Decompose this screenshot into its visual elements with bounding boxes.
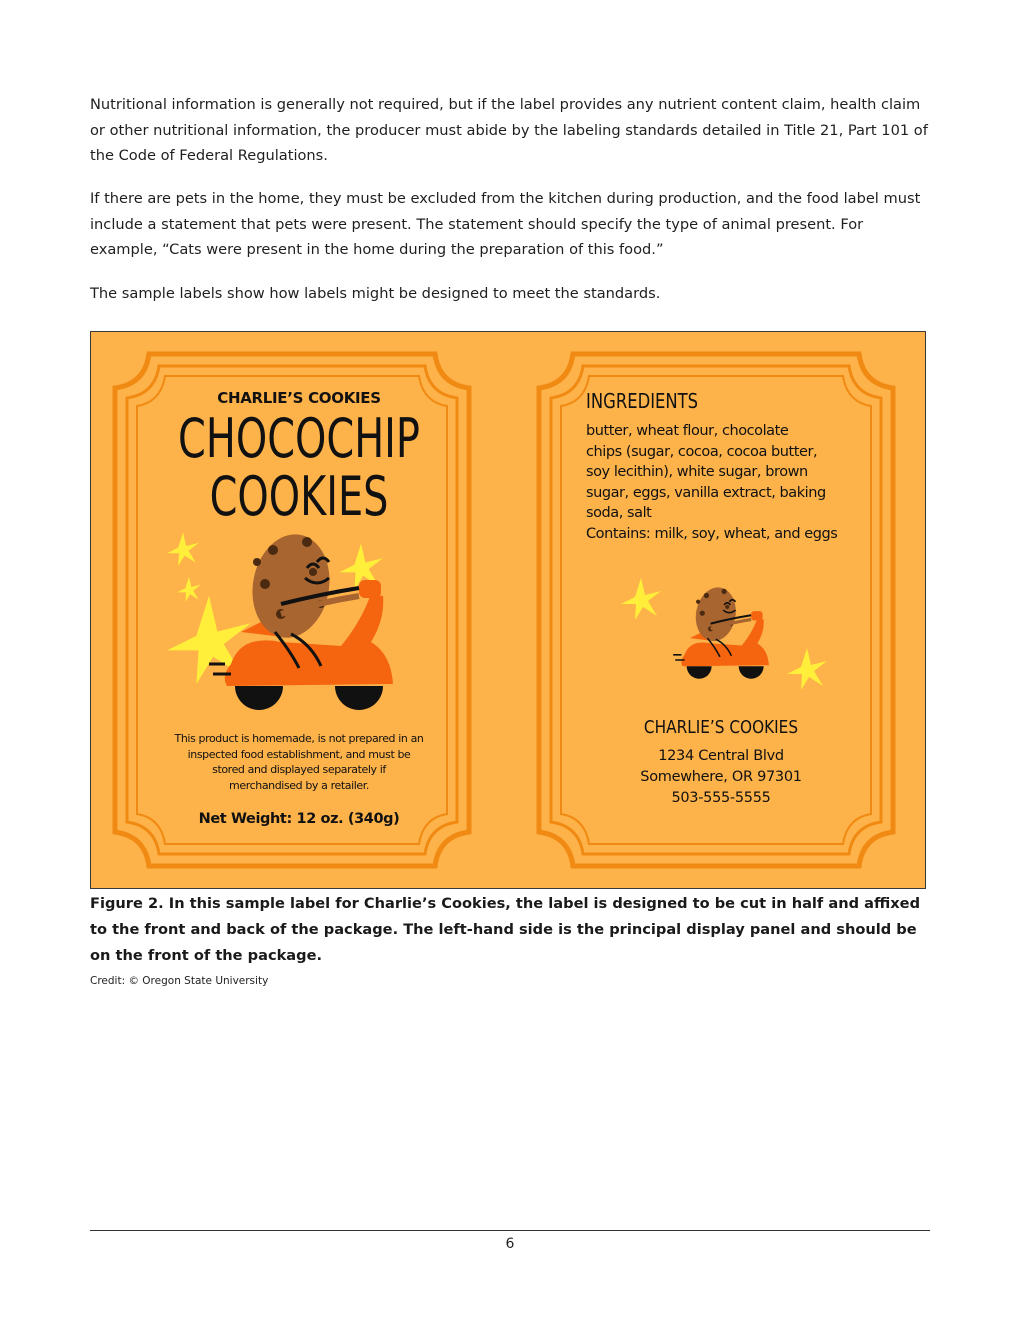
paragraph-pets: If there are pets in the home, they must be excluded from the kitchen during production, and the food label must include a statement that pets were present. The statement should specify the type of animal present. For example, “Cats were present in the home during the preparation of this food.” — [90, 190, 921, 258]
paragraph-sample-labels: The sample labels show how labels might be designed to meet the standards. — [90, 285, 661, 302]
paragraph-nutrition: Nutritional information is generally not required, but if the label provides any nutrient content claim, health claim or other nutritional information, the producer must abide by the labeling standards detailed in Title 21, Part 101 of the Code of Federal Regulations. — [90, 96, 928, 164]
statement-line: inspected food establishment, and must be — [187, 747, 411, 761]
statement-line: stored and displayed separately if — [212, 763, 386, 776]
sample-label-figure — [90, 331, 926, 889]
back-brand-name: CHARLIE’S COOKIES — [643, 717, 799, 738]
front-cookie-scooter-illustration — [209, 528, 393, 710]
homemade-statement — [143, 731, 455, 793]
product-title-line1: CHOCOCHIP — [178, 407, 420, 470]
ingredients-line: butter, wheat flour, chocolate — [586, 423, 789, 439]
ingredients-line: soda, salt — [586, 505, 652, 522]
figure-caption: Figure 2. In this sample label for Charlie’s Cookies, the label is designed to be cut in half and affixed to the front and back of the package. The left-hand side is the principal display panel and should be on the front of the package. — [90, 895, 921, 964]
back-cookie-scooter-illustration — [673, 584, 769, 679]
ingredients-heading: INGREDIENTS — [586, 389, 699, 413]
page-number: 6 — [505, 1236, 515, 1252]
statement-line: merchandised by a retailer. — [229, 778, 369, 792]
business-address — [531, 746, 911, 809]
figure-credit: Credit: © Oregon State University — [90, 975, 269, 987]
front-brand-name: CHARLIE’S COOKIES — [217, 389, 381, 407]
net-weight: Net Weight: 12 oz. (340g) — [198, 811, 400, 827]
statement-line: This product is homemade, is not prepared in an — [174, 732, 424, 745]
ingredients-line: soy lecithin), white sugar, brown — [586, 464, 808, 481]
footer-divider — [90, 1230, 930, 1231]
product-title-line2: COOKIES — [209, 465, 389, 528]
address-street: 1234 Central Blvd — [658, 748, 784, 764]
allergen-statement: Contains: milk, soy, wheat, and eggs — [586, 525, 838, 542]
ingredients-line: sugar, eggs, vanilla extract, baking — [586, 484, 826, 501]
address-city: Somewhere, OR 97301 — [640, 769, 802, 785]
ingredients-line: chips (sugar, cocoa, cocoa butter, — [586, 443, 818, 460]
product-title — [146, 407, 451, 528]
phone-number: 503-555-5555 — [671, 790, 771, 806]
ingredients-list — [586, 421, 886, 545]
